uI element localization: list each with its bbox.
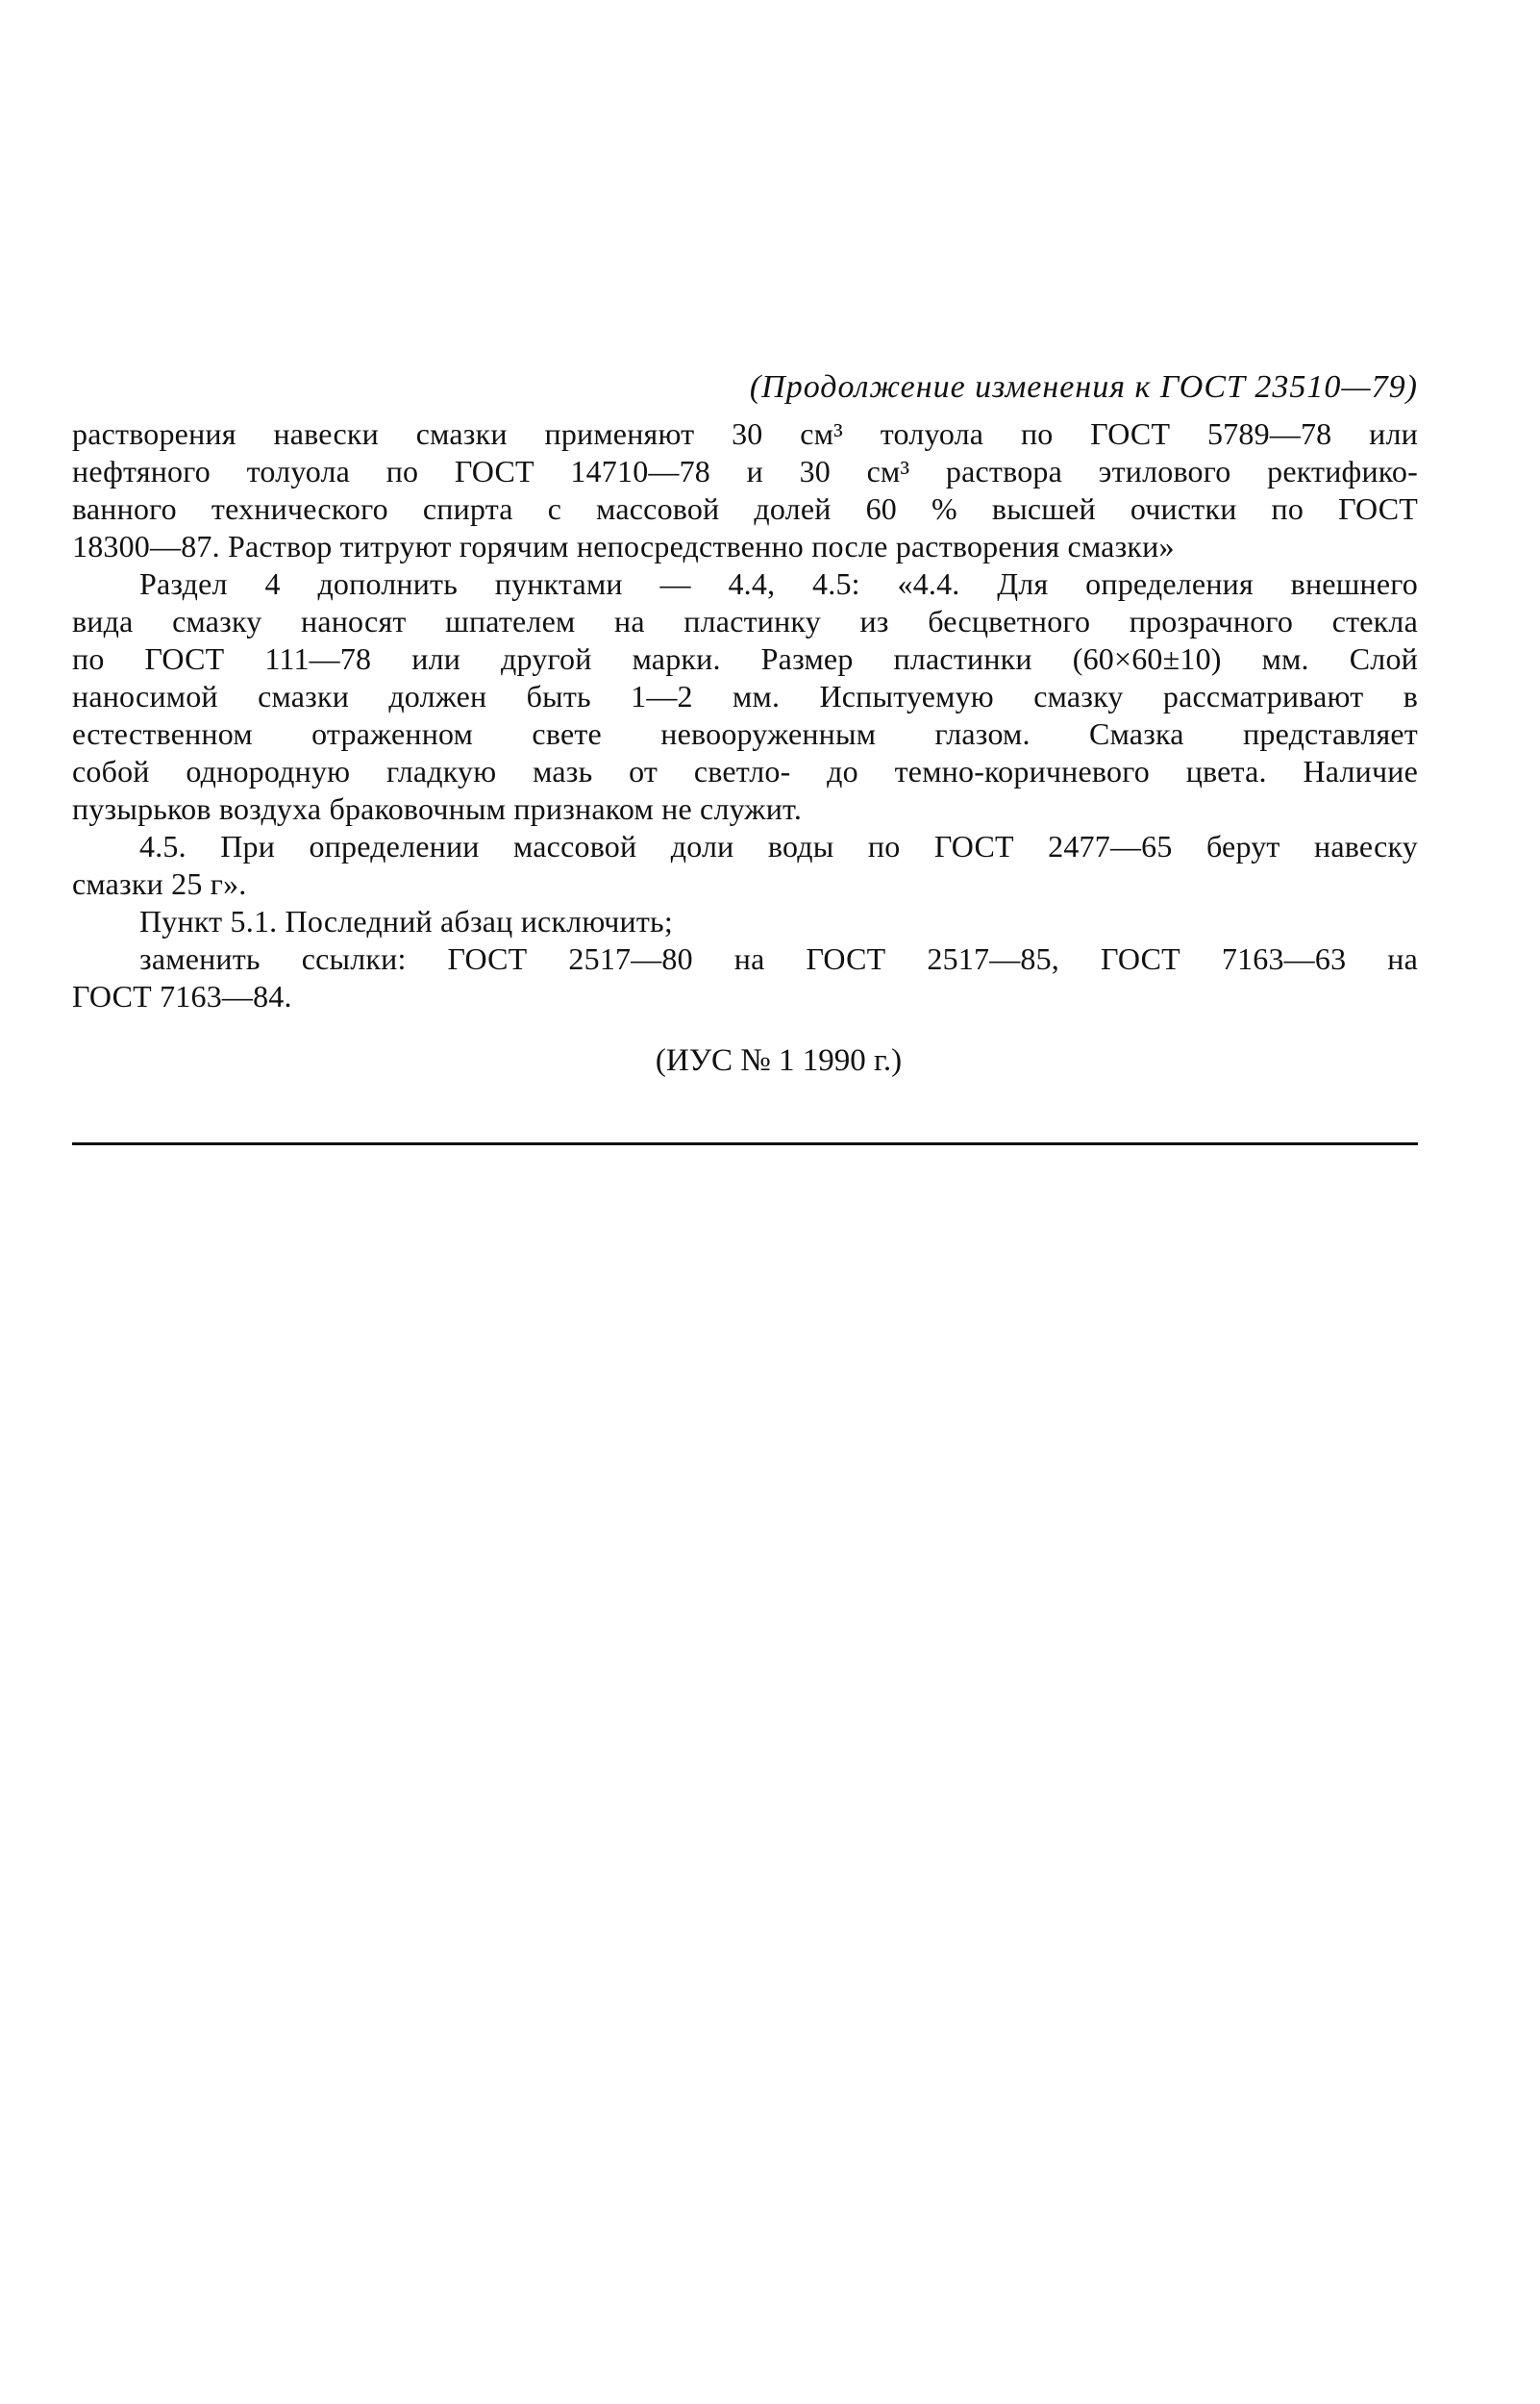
paragraph-4 bbox=[72, 903, 1418, 940]
text-line: заменить ссылки: ГОСТ 2517—80 на ГОСТ 2517—85, ГОСТ 7163—63 на bbox=[139, 941, 1418, 976]
text-line: смазки 25 г». bbox=[72, 866, 247, 901]
horizontal-rule bbox=[72, 1142, 1418, 1145]
text-line: по ГОСТ 111—78 или другой марки. Размер пластинки (60×60±10) мм. Слой bbox=[72, 641, 1418, 676]
continuation-header: (Продолжение изменения к ГОСТ 23510—79) bbox=[749, 369, 1418, 405]
text-line: ванного технического спирта с массовой долей 60 % высшей очистки по ГОСТ bbox=[72, 491, 1418, 526]
text-line: естественном отраженном свете невооруженным глазом. Смазка представляет bbox=[72, 716, 1418, 751]
source-reference: (ИУС № 1 1990 г.) bbox=[655, 1043, 903, 1078]
text-line: 18300—87. Раствор титруют горячим непосредственно после растворения смазки» bbox=[72, 529, 1175, 563]
text-line: Пункт 5.1. Последний абзац исключить; bbox=[139, 904, 673, 939]
paragraph-5 bbox=[72, 940, 1418, 1015]
paragraph-3 bbox=[72, 828, 1418, 903]
paragraph-2 bbox=[72, 565, 1418, 828]
text-line: пузырьков воздуха браковочным признаком не служит. bbox=[72, 791, 803, 826]
text-line: Раздел 4 дополнить пунктами — 4.4, 4.5: «4.4. Для определения внешнего bbox=[139, 566, 1418, 601]
body-text bbox=[72, 415, 1418, 1015]
text-line: вида смазку наносят шпателем на пластинку из бесцветного прозрачного стекла bbox=[72, 604, 1418, 639]
text-line: собой однородную гладкую мазь от светло- до темно-коричневого цвета. Наличие bbox=[72, 754, 1418, 789]
text-line: растворения навески смазки применяют 30 см³ толуола по ГОСТ 5789—78 или bbox=[72, 416, 1418, 451]
text-line: ГОСТ 7163—84. bbox=[72, 979, 292, 1014]
paragraph-1 bbox=[72, 415, 1418, 565]
text-line: нефтяного толуола по ГОСТ 14710—78 и 30 см³ раствора этилового ректифико- bbox=[72, 454, 1418, 488]
text-line: 4.5. При определении массовой доли воды по ГОСТ 2477—65 берут навеску bbox=[139, 829, 1418, 864]
document-page bbox=[72, 363, 1418, 1085]
text-line: наносимой смазки должен быть 1—2 мм. Испытуемую смазку рассматривают в bbox=[72, 679, 1418, 714]
